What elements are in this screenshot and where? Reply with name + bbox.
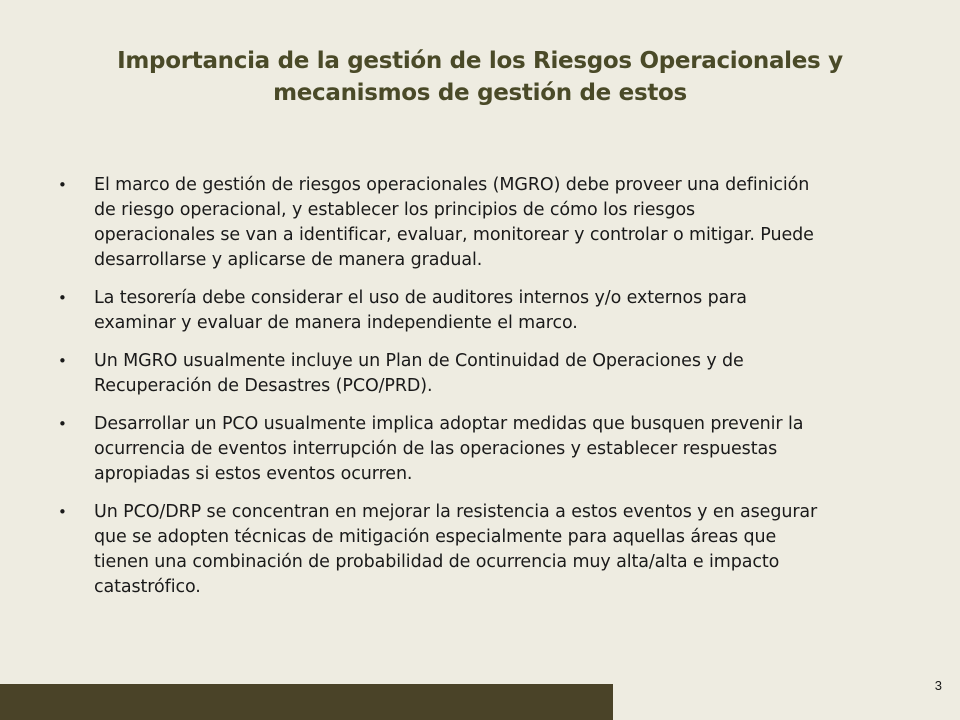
bullet-text-line: que se adopten técnicas de mitigación especialmente para aquellas áreas que [94,527,777,547]
bullet-text-line: tienen una combinación de probabilidad de ocurrencia muy alta/alta e impacto [94,552,780,572]
page-number: 3 [934,678,942,693]
bullet-item [58,412,908,487]
bullet-text-line: desarrollarse y aplicarse de manera gradual. [94,250,483,270]
bullet-text-line: examinar y evaluar de manera independiente el marco. [94,313,578,333]
bullet-dot-icon: • [58,352,67,370]
bullet-text-line: La tesorería debe considerar el uso de auditores internos y/o externos para [94,288,747,308]
bullet-text-line: apropiadas si estos eventos ocurren. [94,464,413,484]
bullet-text-line: Recuperación de Desastres (PCO/PRD). [94,376,433,396]
bullet-list [58,173,908,613]
bullet-text-line: operacionales se van a identificar, evaluar, monitorear y controlar o mitigar. Puede [94,225,814,245]
bullet-item [58,173,908,273]
bullet-item [58,500,908,600]
footer-bar [0,684,613,720]
bullet-text-line: ocurrencia de eventos interrupción de las operaciones y establecer respuestas [94,439,778,459]
slide-title [60,45,900,109]
bullet-text-line: Desarrollar un PCO usualmente implica adoptar medidas que busquen prevenir la [94,414,804,434]
slide-title-line-2: mecanismos de gestión de estos [273,80,687,106]
bullet-dot-icon: • [58,415,67,433]
bullet-text-line: catastrófico. [94,577,201,597]
bullet-item [58,286,908,336]
bullet-dot-icon: • [58,176,67,194]
bullet-dot-icon: • [58,503,67,521]
bullet-text-line: Un MGRO usualmente incluye un Plan de Continuidad de Operaciones y de [94,351,744,371]
bullet-dot-icon: • [58,289,67,307]
bullet-item [58,349,908,399]
bullet-text-line: Un PCO/DRP se concentran en mejorar la resistencia a estos eventos y en asegurar [94,502,818,522]
bullet-text-line: de riesgo operacional, y establecer los principios de cómo los riesgos [94,200,696,220]
slide-title-line-1: Importancia de la gestión de los Riesgos Operacionales y [117,48,843,74]
bullet-text-line: El marco de gestión de riesgos operacionales (MGRO) debe proveer una definición [94,175,810,195]
